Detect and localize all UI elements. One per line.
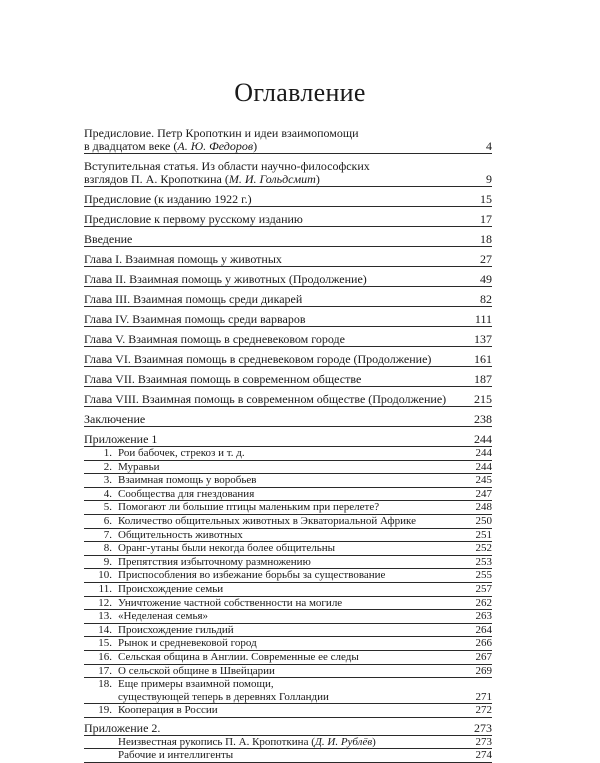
appendix-1-item[interactable] bbox=[84, 501, 492, 515]
page-number: 255 bbox=[475, 569, 492, 582]
entry-title-line: Введение bbox=[84, 232, 133, 246]
item-number: 16. bbox=[98, 650, 112, 663]
item-number: 9. bbox=[103, 555, 112, 568]
item-title bbox=[118, 678, 462, 703]
appendix-1-item[interactable] bbox=[84, 704, 492, 718]
item-number: 18. bbox=[98, 678, 112, 691]
entry-author: Д. И. Рублёв bbox=[314, 735, 373, 748]
page-title: Оглавление bbox=[234, 78, 366, 107]
toc-entry[interactable] bbox=[84, 373, 492, 387]
entry-title-line: О сельской общине в Швейцарии bbox=[118, 664, 275, 677]
entry-title-line: Глава II. Взаимная помощь у животных (Продолжение) bbox=[84, 272, 367, 286]
entry-title-line: Глава IV. Взаимная помощь среди варваров bbox=[84, 312, 306, 326]
item-title bbox=[118, 651, 462, 664]
item-number: 4. bbox=[103, 487, 112, 500]
entry-title bbox=[84, 252, 282, 266]
toc-entry[interactable] bbox=[84, 213, 492, 227]
toc-entry[interactable] bbox=[84, 393, 492, 407]
entry-title-line: Сообщества для гнездования bbox=[118, 487, 255, 500]
appendix-1-item[interactable] bbox=[84, 461, 492, 475]
entry-title-line: взглядов П. А. Кропоткина ( bbox=[84, 172, 229, 186]
page-number: 262 bbox=[475, 596, 492, 609]
appendix-1-item[interactable] bbox=[84, 678, 492, 704]
appendix-1-heading[interactable] bbox=[84, 433, 492, 447]
toc-entry[interactable] bbox=[84, 253, 492, 267]
page-number: 264 bbox=[475, 623, 492, 636]
toc-entry[interactable] bbox=[84, 127, 492, 154]
entry-title-line: Происхождение семьи bbox=[118, 582, 224, 595]
entry-title-line: существующей теперь в деревнях Голландии bbox=[118, 690, 329, 703]
item-number: 8. bbox=[103, 542, 112, 555]
item-title bbox=[118, 749, 462, 762]
entry-title-line: в двадцатом веке ( bbox=[84, 139, 178, 153]
item-title bbox=[118, 461, 462, 474]
entry-title-line: Неизвестная рукопись П. А. Кропоткина ( bbox=[118, 735, 315, 748]
entry-title-line: Сельская община в Англии. Современные ее следы bbox=[118, 650, 359, 663]
item-title bbox=[118, 637, 462, 650]
appendix-1-item[interactable] bbox=[84, 665, 492, 679]
item-number: 7. bbox=[103, 528, 112, 541]
appendix-1-item[interactable] bbox=[84, 583, 492, 597]
page-number: 4 bbox=[486, 139, 492, 153]
entry-title bbox=[84, 392, 446, 406]
page-number: 111 bbox=[474, 312, 492, 326]
page-number: 271 bbox=[475, 690, 492, 703]
item-number: 5. bbox=[103, 501, 112, 514]
item-title bbox=[118, 542, 462, 555]
page-number: 273 bbox=[475, 735, 492, 748]
page-number: 267 bbox=[475, 650, 492, 663]
entry-title-line: Еще примеры взаимной помощи, bbox=[118, 678, 274, 691]
item-title bbox=[118, 597, 462, 610]
page-number: 9 bbox=[486, 172, 492, 186]
item-title bbox=[118, 501, 462, 514]
item-title bbox=[118, 665, 462, 678]
entry-title-line: Общительность животных bbox=[118, 528, 243, 541]
item-number: 2. bbox=[103, 460, 112, 473]
appendix-1-item[interactable] bbox=[84, 569, 492, 583]
toc-entry[interactable] bbox=[84, 413, 492, 427]
entry-title bbox=[84, 292, 302, 306]
entry-title-line: Рабочие и интеллигенты bbox=[118, 749, 234, 762]
toc-entry[interactable] bbox=[84, 193, 492, 207]
appendix-1-item[interactable] bbox=[84, 515, 492, 529]
item-number: 6. bbox=[103, 514, 112, 527]
page-number: 245 bbox=[475, 474, 492, 487]
item-number: 11. bbox=[98, 582, 112, 595]
entry-title-line: Муравьи bbox=[118, 460, 160, 473]
toc-entry[interactable] bbox=[84, 353, 492, 367]
page-number: 82 bbox=[480, 292, 492, 306]
page-number: 253 bbox=[475, 555, 492, 568]
item-title bbox=[118, 474, 462, 487]
page-number: 137 bbox=[474, 332, 492, 346]
entry-author: А. Ю. Федоров bbox=[177, 139, 254, 153]
item-number: 13. bbox=[98, 610, 112, 623]
appendix-1-item[interactable] bbox=[84, 474, 492, 488]
appendix-1-item[interactable] bbox=[84, 637, 492, 651]
entry-title bbox=[84, 312, 306, 326]
page-number: 161 bbox=[474, 352, 492, 366]
entry-title bbox=[84, 212, 303, 226]
entry-title-line: Помогают ли большие птицы маленьким при перелете? bbox=[118, 501, 380, 514]
page-number: 266 bbox=[475, 637, 492, 650]
page-number: 274 bbox=[475, 749, 492, 762]
entry-author: М. И. Гольдсмит bbox=[228, 172, 316, 186]
entry-title bbox=[84, 372, 361, 386]
item-title bbox=[118, 569, 462, 582]
page-number: 187 bbox=[474, 372, 492, 386]
item-title bbox=[118, 736, 462, 749]
item-title bbox=[118, 583, 462, 596]
entry-title-line: Глава III. Взаимная помощь среди дикарей bbox=[84, 292, 303, 306]
entry-title-line: Глава I. Взаимная помощь у животных bbox=[84, 252, 282, 266]
item-number: 14. bbox=[98, 623, 112, 636]
entry-title bbox=[84, 412, 145, 426]
item-number: 15. bbox=[98, 637, 112, 650]
entry-title bbox=[84, 159, 370, 186]
page-number: 251 bbox=[475, 528, 492, 541]
item-title bbox=[118, 556, 462, 569]
entry-title-line: Заключение bbox=[84, 412, 146, 426]
entry-title-line: Предисловие к первому русскому изданию bbox=[84, 212, 303, 226]
page-number: 250 bbox=[475, 514, 492, 527]
appendix-1-item[interactable] bbox=[84, 529, 492, 543]
page-number: 269 bbox=[475, 664, 492, 677]
entry-title-line: Происхождение гильдий bbox=[118, 623, 234, 636]
entry-title-tail: ) bbox=[315, 172, 320, 186]
entry-title-line: Предисловие. Петр Кропоткин и идеи взаимопомощи bbox=[84, 126, 359, 140]
page-number: 273 bbox=[474, 720, 492, 735]
entry-title-line: Предисловие (к изданию 1922 г.) bbox=[84, 192, 252, 206]
toc-entry[interactable] bbox=[84, 313, 492, 327]
entry-title-line: Приспособления во избежание борьбы за существование bbox=[118, 569, 386, 582]
entry-title-line: Глава VII. Взаимная помощь в современном обществе bbox=[84, 372, 362, 386]
item-title bbox=[118, 447, 462, 460]
item-number: 12. bbox=[98, 596, 112, 609]
appendix-2-item[interactable] bbox=[84, 749, 492, 763]
item-title bbox=[118, 515, 462, 528]
toc-entry[interactable] bbox=[84, 293, 492, 307]
page-number: 244 bbox=[474, 432, 492, 446]
appendix-2-label: Приложение 2. bbox=[84, 720, 161, 735]
entry-title bbox=[84, 352, 431, 366]
page-number: 248 bbox=[475, 501, 492, 514]
page-number: 244 bbox=[475, 447, 492, 459]
item-number: 10. bbox=[98, 569, 112, 582]
entry-title-line: «Неделеная семья» bbox=[118, 610, 209, 623]
entry-title bbox=[84, 126, 359, 153]
item-title bbox=[118, 488, 462, 501]
item-title bbox=[118, 624, 462, 637]
toc-entry[interactable] bbox=[84, 273, 492, 287]
item-number: 17. bbox=[98, 664, 112, 677]
entry-title-line: Взаимная помощь у воробьев bbox=[118, 474, 257, 487]
appendix-1-item[interactable] bbox=[84, 447, 492, 461]
page-number: 238 bbox=[474, 412, 492, 426]
entry-title-tail: ) bbox=[253, 139, 258, 153]
entry-title-line: Кооперация в России bbox=[118, 704, 218, 717]
entry-title-line: Оранг-утаны были некогда более общительны bbox=[118, 542, 335, 555]
page-number: 263 bbox=[475, 610, 492, 623]
item-number: 1. bbox=[103, 447, 112, 459]
entry-title bbox=[84, 192, 252, 206]
appendix-1-item[interactable] bbox=[84, 488, 492, 502]
page-number: 18 bbox=[480, 232, 492, 246]
entry-title-line: Глава VI. Взаимная помощь в средневековом городе (Продолжение) bbox=[84, 352, 432, 366]
page-number: 215 bbox=[474, 392, 492, 406]
entry-title bbox=[84, 272, 367, 286]
appendix-1-item[interactable] bbox=[84, 651, 492, 665]
entry-title-line: Препятствия избыточному размножению bbox=[118, 555, 311, 568]
entry-title-line: Количество общительных животных в Экваториальной Африке bbox=[118, 514, 416, 527]
appendix-1-item[interactable] bbox=[84, 556, 492, 570]
entry-title-line: Рынок и средневековой город bbox=[118, 637, 257, 650]
item-number: 19. bbox=[98, 704, 112, 717]
appendix-1-item[interactable] bbox=[84, 610, 492, 624]
item-number: 3. bbox=[103, 474, 112, 487]
appendix-2-item[interactable] bbox=[84, 736, 492, 750]
page-number: 257 bbox=[475, 582, 492, 595]
entry-title-tail: ) bbox=[372, 735, 376, 748]
entry-title bbox=[84, 232, 132, 246]
entry-title-line: Вступительная статья. Из области научно-философских bbox=[84, 159, 370, 173]
page-number: 252 bbox=[475, 542, 492, 555]
appendix-1-item[interactable] bbox=[84, 624, 492, 638]
page-number: 247 bbox=[475, 487, 492, 500]
item-title bbox=[118, 704, 462, 717]
page-number: 15 bbox=[480, 192, 492, 206]
appendix-1-label: Приложение 1 bbox=[84, 432, 158, 446]
toc-entry[interactable] bbox=[84, 160, 492, 187]
table-of-contents bbox=[84, 127, 492, 763]
appendix-1-item[interactable] bbox=[84, 597, 492, 611]
toc-entry[interactable] bbox=[84, 333, 492, 347]
page-number: 272 bbox=[475, 704, 492, 717]
entry-title-line: Уничтожение частной собственности на могиле bbox=[118, 596, 343, 609]
entry-title bbox=[84, 332, 345, 346]
toc-entry[interactable] bbox=[84, 233, 492, 247]
page-number: 49 bbox=[480, 272, 492, 286]
item-title bbox=[118, 610, 462, 623]
page-number: 27 bbox=[480, 252, 492, 266]
page-number: 17 bbox=[480, 212, 492, 226]
appendix-2-heading[interactable] bbox=[84, 722, 492, 736]
entry-title-line: Глава VIII. Взаимная помощь в современном обществе (Продолжение) bbox=[84, 392, 447, 406]
entry-title-line: Глава V. Взаимная помощь в средневековом городе bbox=[84, 332, 345, 346]
item-title bbox=[118, 529, 462, 542]
entry-title-line: Рои бабочек, стрекоз и т. д. bbox=[118, 447, 245, 459]
page-number: 244 bbox=[475, 460, 492, 473]
appendix-1-item[interactable] bbox=[84, 542, 492, 556]
